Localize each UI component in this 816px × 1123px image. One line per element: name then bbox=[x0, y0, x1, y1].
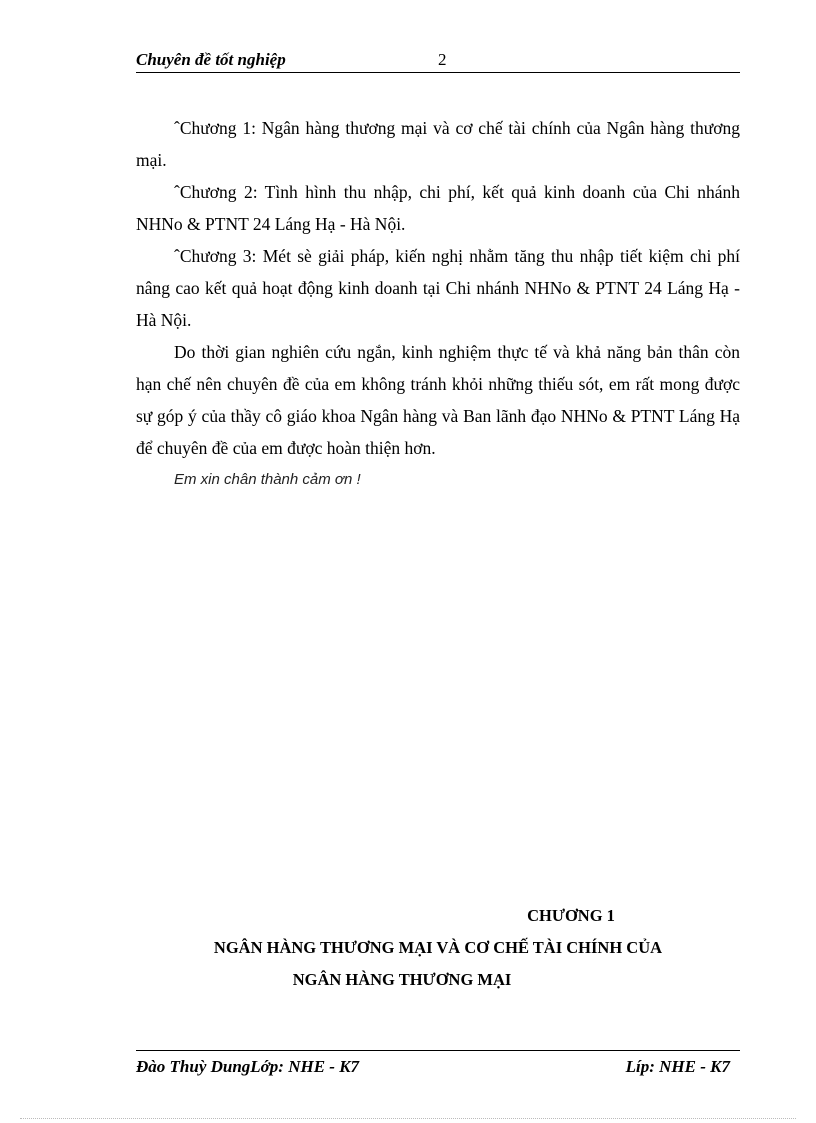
chapter-title-line-2: NGÂN HÀNG THƯƠNG MẠI bbox=[292, 970, 512, 989]
header-title: Chuyên đề tốt nghiệp bbox=[136, 50, 286, 69]
page-header bbox=[136, 46, 740, 73]
chapter-number: CHƯƠNG 1 bbox=[527, 906, 615, 925]
paragraph-acknowledgement: Do thời gian nghiên cứu ngắn, kinh nghiệm thực tế và khả năng bản thân còn hạn chế nên chuyên đề của em không tránh khỏi những thiếu sót, em rất mong được sự góp ý của thầy cô giáo khoa Ngân hàng và Ban lãnh đạo NHNo & PTNT Láng Hạ để chuyên đề của em được hoàn thiện hơn. bbox=[136, 342, 740, 458]
body-text bbox=[136, 112, 740, 496]
paragraph-chapter-1-summary: ˆChương 1: Ngân hàng thương mại và cơ chế tài chính của Ngân hàng thương mại. bbox=[136, 118, 740, 170]
paragraph-chapter-3-summary: ˆChương 3: Mét sè giải pháp, kiến nghị nhằm tăng thu nhập tiết kiệm chi phí nâng cao kết quả hoạt động kinh doanh tại Chi nhánh NHNo & PTNT 24 Láng Hạ - Hà Nội. bbox=[136, 246, 740, 330]
paragraph-chapter-2-summary: ˆChương 2: Tình hình thu nhập, chi phí, kết quả kinh doanh của Chi nhánh NHNo & PTNT 24 Láng Hạ - Hà Nội. bbox=[136, 182, 740, 234]
page-footer bbox=[136, 1050, 740, 1081]
footer-author-class: Đào Thuỳ DungLớp: NHE - K7 bbox=[136, 1057, 360, 1076]
closing-thanks: Em xin chân thành cảm ơn ! bbox=[174, 471, 361, 488]
chapter-title-line-1: NGÂN HÀNG THƯƠNG MẠI VÀ CƠ CHẾ TÀI CHÍNH CỦA bbox=[213, 938, 663, 957]
footer-class: Líp: NHE - K7 bbox=[625, 1057, 730, 1076]
page-bottom-divider bbox=[20, 1118, 796, 1119]
page-number: 2 bbox=[438, 50, 447, 69]
